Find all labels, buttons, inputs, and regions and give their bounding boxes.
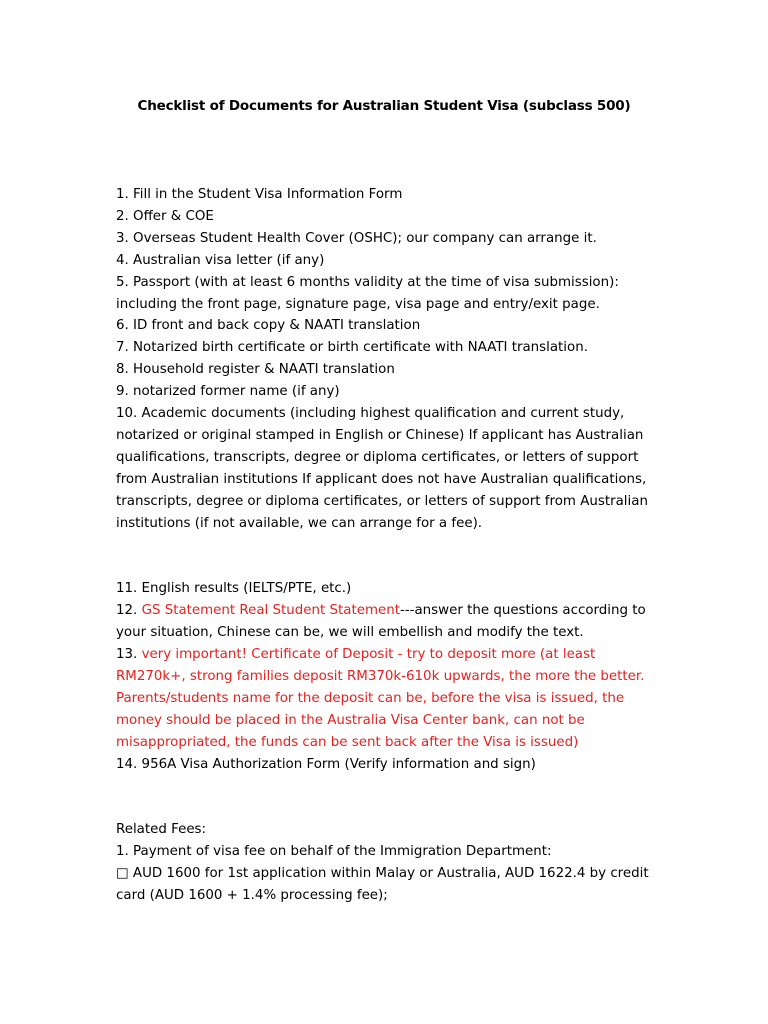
checklist-item-4: 4. Australian visa letter (if any) <box>116 252 325 268</box>
checklist-item-11: 11. English results (IELTS/PTE, etc.) <box>116 581 352 597</box>
document-body <box>116 184 661 907</box>
checklist-item-3: 3. Overseas Student Health Cover (OSHC); our company can arrange it. <box>116 230 597 246</box>
checklist-item-12-highlight: GS Statement Real Student Statement <box>141 603 400 619</box>
paragraph-gap <box>116 775 661 819</box>
checklist-item-5: 5. Passport (with at least 6 months validity at the time of visa submission): including the front page, signature page, visa page and entry/exit page. <box>116 274 619 312</box>
checklist-item-12-number: 12. <box>116 603 142 619</box>
checklist-item-2: 2. Offer & COE <box>116 208 214 224</box>
checklist-item-8: 8. Household register & NAATI translation <box>116 362 395 378</box>
checklist-item-12 <box>116 600 661 644</box>
paragraph-gap <box>116 535 661 579</box>
checklist-item-1: 1. Fill in the Student Visa Information Form <box>116 187 403 202</box>
checklist-item-13-highlight: very important! Certificate of Deposit - try to deposit more (at least RM270k+, strong families deposit RM370k-610k upwards, the more the better. Parents/students name for the deposit can be, before the visa is issued, the money should be placed in the Australia Visa Center bank, can not be misappropriated, the funds can be sent back after the Visa is issued) <box>116 647 645 750</box>
checklist-item-13 <box>116 644 661 754</box>
checklist-item-13-number: 13. <box>116 647 142 663</box>
fee-item-1-detail: □ AUD 1600 for 1st application within Malay or Australia, AUD 1622.4 by credit card (AUD 1600 + 1.4% processing fee); <box>116 866 649 903</box>
checklist-item-6: 6. ID front and back copy & NAATI translation <box>116 318 421 334</box>
fees-heading: Related Fees: <box>116 822 207 838</box>
checklist-item-7: 7. Notarized birth certificate or birth certificate with NAATI translation. <box>116 340 588 356</box>
checklist-item-10: 10. Academic documents (including highest qualification and current study, notarized or original stamped in English or Chinese) If applicant has Australian qualifications, transcripts, degree or diploma certificates, or letters of support from Australian institutions If applicant does not have Australian qualifications, transcripts, degree or diploma certificates, or letters of support from Australian institutions (if not available, we can arrange for a fee). <box>116 406 648 531</box>
checklist-item-9: 9. notarized former name (if any) <box>116 384 340 400</box>
checklist-item-12-text: ---answer the questions according to your situation, Chinese can be, we will embellish and modify the text. <box>116 603 646 641</box>
checklist-item-14: 14. 956A Visa Authorization Form (Verify information and sign) <box>116 756 536 772</box>
document-title: Checklist of Documents for Australian Student Visa (subclass 500) <box>137 98 631 114</box>
fee-item-1: 1. Payment of visa fee on behalf of the Immigration Department: <box>116 844 552 860</box>
